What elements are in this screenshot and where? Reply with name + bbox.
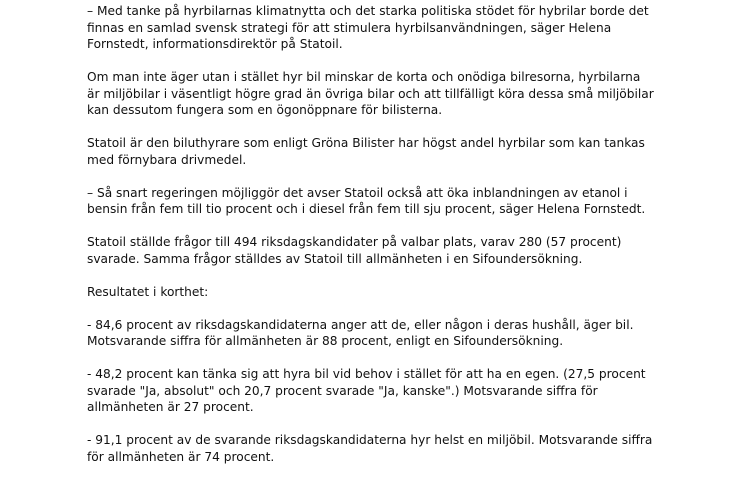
- text-line: - 48,2 procent kan tänka sig att hyra bil vid behov i stället för att ha en egen. (27,5 procent: [87, 367, 646, 381]
- text-line: – Så snart regeringen möjliggör det avser Statoil också att öka inblandningen av etanol i: [87, 185, 628, 200]
- text-line: är miljöbilar i väsentligt högre grad än övriga bilar och att tillfälligt köra dessa små miljöbilar: [87, 86, 654, 101]
- text-line: Resultatet i korthet:: [87, 284, 209, 299]
- text-line: kan dessutom fungera som en ögonöppnare för bilisterna.: [87, 103, 443, 117]
- paragraph-green-drivers: [87, 135, 687, 168]
- text-line: med förnybara drivmedel.: [87, 152, 247, 167]
- text-line: Om man inte äger utan i stället hyr bil minskar de korta och onödiga bilresorna, hyrbilarna: [87, 70, 641, 84]
- paragraph-results-heading: [87, 284, 687, 301]
- text-line: Fornstedt, informationsdirektör på Statoil.: [87, 37, 343, 51]
- paragraph-result-rental-willingness: [87, 366, 687, 416]
- text-line: Statoil är den biluthyrare som enligt Gröna Bilister har högst andel hyrbilar som kan tankas: [87, 136, 645, 150]
- paragraph-rental-benefits: [87, 69, 687, 119]
- text-line: - 91,1 procent av de svarande riksdagskandidaterna hyr helst en miljöbil. Motsvarande siffra: [87, 433, 653, 447]
- text-line: - 84,6 procent av riksdagskandidaterna anger att de, eller någon i deras hushåll, äger bil.: [87, 317, 634, 332]
- paragraph-result-car-ownership: [87, 317, 687, 350]
- text-line: Motsvarande siffra för allmänheten är 88 procent, enligt en Sifoundersökning.: [87, 334, 564, 348]
- paragraph-survey-method: [87, 234, 687, 267]
- paragraph-result-eco-car: [87, 432, 687, 465]
- text-line: Statoil ställde frågor till 494 riksdagskandidater på valbar plats, varav 280 (57 procent): [87, 235, 622, 249]
- document-body: [87, 3, 687, 482]
- text-line: finnas en samlad svensk strategi för att stimulera hyrbilsanvändningen, säger Helena: [87, 20, 612, 35]
- paragraph-ethanol-quote: [87, 185, 687, 218]
- text-line: – Med tanke på hyrbilarnas klimatnytta och det starka politiska stödet för hybrilar borde det: [87, 4, 649, 18]
- paragraph-strategy-quote: [87, 3, 687, 53]
- text-line: för allmänheten är 74 procent.: [87, 449, 275, 464]
- text-line: allmänheten är 27 procent.: [87, 400, 254, 414]
- text-line: bensin från fem till tio procent och i diesel från fem till sju procent, säger Helena Fornstedt.: [87, 202, 646, 216]
- text-line: svarade "Ja, absolut" och 20,7 procent svarade "Ja, kanske".) Motsvarande siffra för: [87, 383, 598, 398]
- text-line: svarade. Samma frågor ställdes av Statoil till allmänheten i en Sifoundersökning.: [87, 251, 583, 266]
